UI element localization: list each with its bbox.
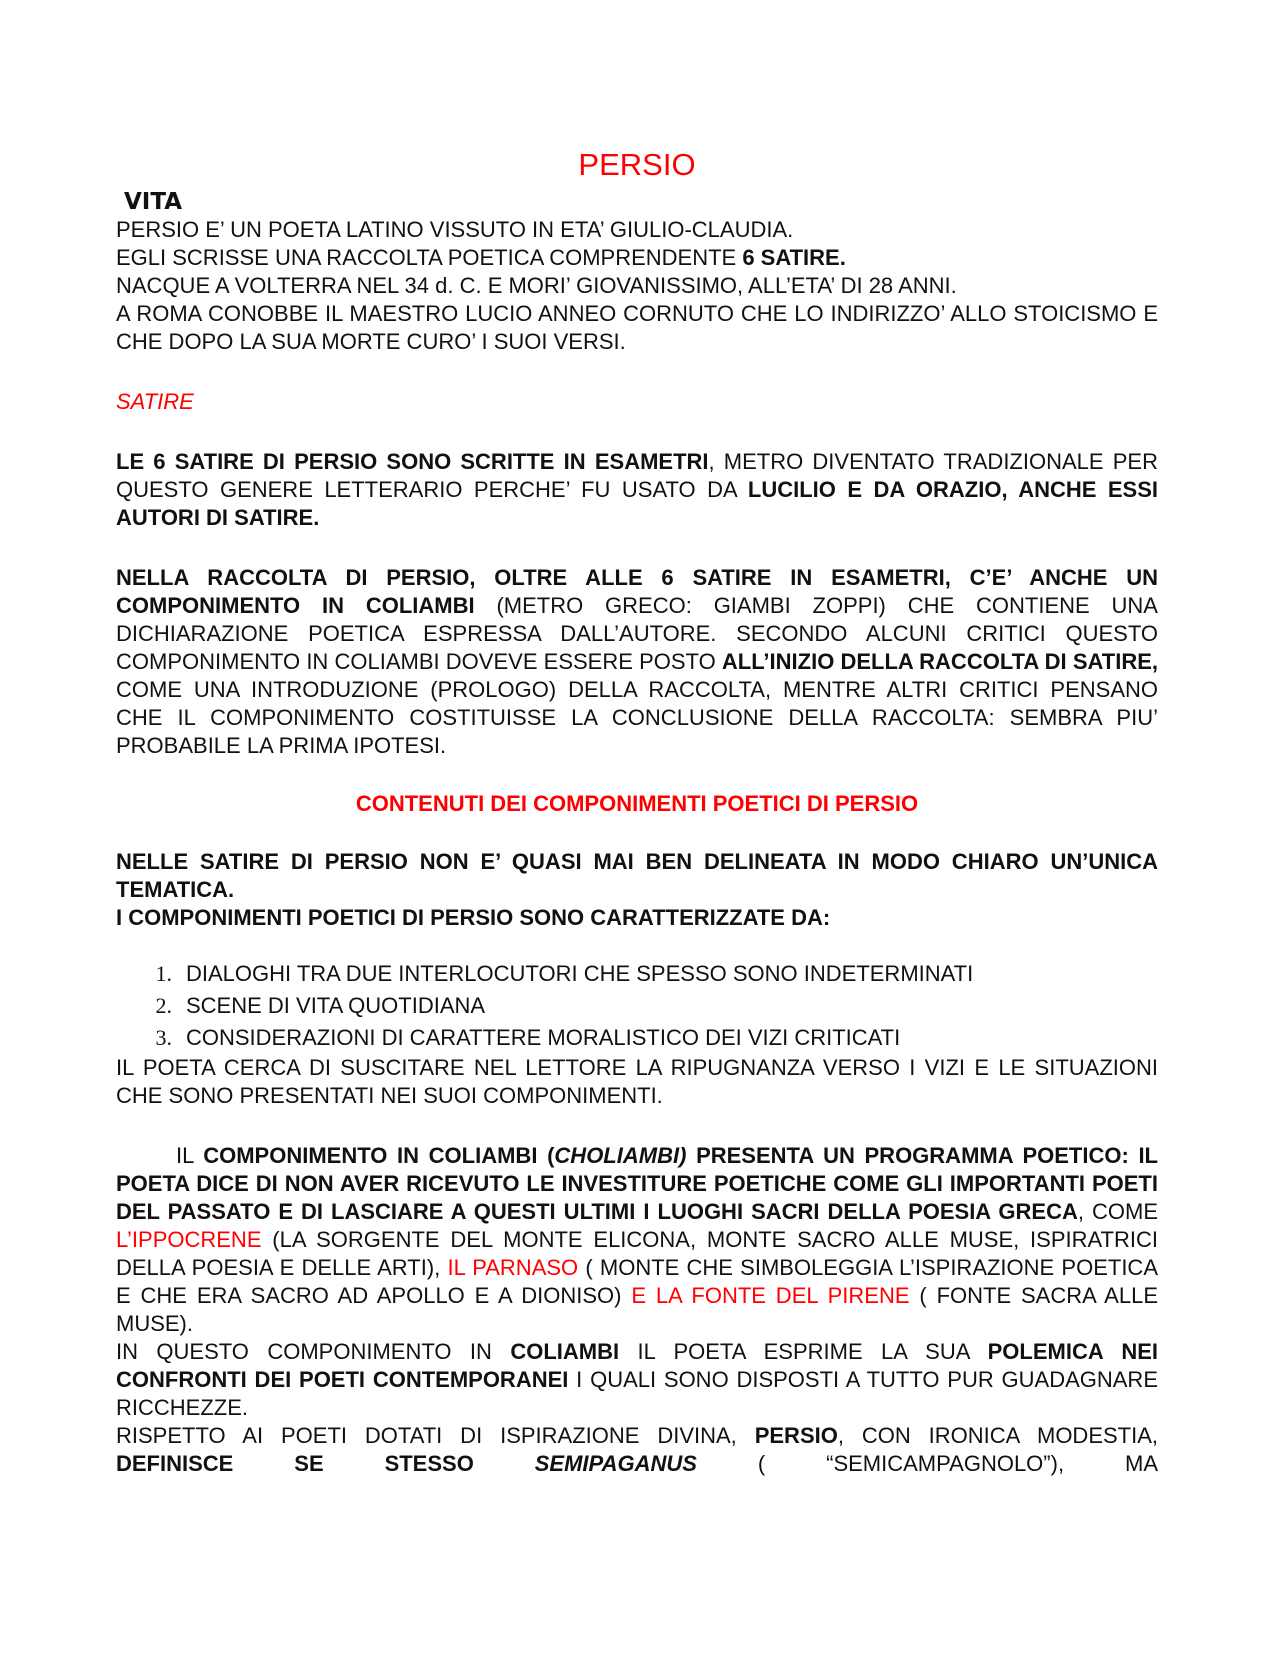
vita-heading: VITA — [124, 189, 183, 215]
vita-line: NACQUE A VOLTERRA NEL 34 d. C. E MORI’ GIOVANISSIMO, ALL’ETA’ DI 28 ANNI. — [116, 273, 957, 298]
list-item — [116, 990, 1158, 1022]
contenuti-intro: NELLE SATIRE DI PERSIO NON E’ QUASI MAI BEN DELINEATA IN MODO CHIARO UN’UNICA TEMATICA. — [116, 849, 1158, 902]
contenuti-heading: CONTENUTI DEI COMPONIMENTI POETICI DI PERSIO — [355, 791, 919, 816]
list-item — [116, 1022, 1158, 1054]
list-number: 3. — [155, 1025, 172, 1050]
document-title: PERSIO — [578, 147, 696, 182]
document-body — [116, 146, 1158, 1478]
coliambi-paragraph-3: RISPETTO AI POETI DOTATI DI ISPIRAZIONE DIVINA, PERSIO, CON IRONICA MODESTIA, DEFINISCE SE STESSO SEMIPAGANUS ( “SEMICAMPAGNOLO”), MA — [116, 1423, 1159, 1476]
vita-line: EGLI SCRISSE UNA RACCOLTA POETICA COMPRENDENTE 6 SATIRE. — [116, 245, 846, 270]
coliambi-paragraph-1: IL COMPONIMENTO IN COLIAMBI (CHOLIAMBI) PRESENTA UN PROGRAMMA POETICO: IL POETA DICE DI NON AVER RICEVUTO LE INVESTITURE POETICHE COME GLI IMPORTANTI POETI DEL PASSATO E DI LASCIARE A QUESTI ULTIMI I LUOGHI SACRI DELLA POESIA GRECA, COME L’IPPOCRENE (LA SORGENTE DEL MONTE ELICONA, MONTE SACRO ALLE MUSE, ISPIRATRICI DELLA POESIA E DELLE ARTI), IL PARNASO ( MONTE CHE SIMBOLEGGIA L’ISPIRAZIONE POETICA E CHE ERA SACRO AD APOLLO E A DIONISO) E LA FONTE DEL PIRENE ( FONTE SACRA ALLE MUSE). — [116, 1143, 1159, 1336]
list-number: 1. — [155, 961, 172, 986]
satire-heading: SATIRE — [116, 389, 194, 414]
list-item-text: SCENE DI VITA QUOTIDIANA — [186, 993, 486, 1018]
list-item-text: DIALOGHI TRA DUE INTERLOCUTORI CHE SPESSO SONO INDETERMINATI — [186, 961, 974, 986]
list-item — [116, 958, 1158, 990]
vita-line: A ROMA CONOBBE IL MAESTRO LUCIO ANNEO CORNUTO CHE LO INDIRIZZO’ ALLO STOICISMO E CHE DOPO LA SUA MORTE CURO’ I SUOI VERSI. — [116, 301, 1158, 354]
list-item-text: CONSIDERAZIONI DI CARATTERE MORALISTICO DEI VIZI CRITICATI — [186, 1025, 901, 1050]
contenuti-after-list: IL POETA CERCA DI SUSCITARE NEL LETTORE LA RIPUGNANZA VERSO I VIZI E LE SITUAZIONI CHE SONO PRESENTATI NEI SUOI COMPONIMENTI. — [116, 1055, 1158, 1108]
vita-line: PERSIO E’ UN POETA LATINO VISSUTO IN ETA’ GIULIO-CLAUDIA. — [116, 217, 794, 242]
contenuti-intro-2: I COMPONIMENTI POETICI DI PERSIO SONO CARATTERIZZATE DA: — [116, 905, 831, 930]
list-number: 2. — [155, 993, 172, 1018]
satire-paragraph-1: LE 6 SATIRE DI PERSIO SONO SCRITTE IN ESAMETRI, METRO DIVENTATO TRADIZIONALE PER QUESTO GENERE LETTERARIO PERCHE’ FU USATO DA LUCILIO E DA ORAZIO, ANCHE ESSI AUTORI DI SATIRE. — [116, 449, 1159, 530]
coliambi-paragraph-2: IN QUESTO COMPONIMENTO IN COLIAMBI IL POETA ESPRIME LA SUA POLEMICA NEI CONFRONTI DEI POETI CONTEMPORANEI I QUALI SONO DISPOSTI A TUTTO PUR GUADAGNARE RICCHEZZE. — [116, 1339, 1158, 1420]
satire-paragraph-2: NELLA RACCOLTA DI PERSIO, OLTRE ALLE 6 SATIRE IN ESAMETRI, C’E’ ANCHE UN COMPONIMENTO IN COLIAMBI (METRO GRECO: GIAMBI ZOPPI) CHE CONTIENE UNA DICHIARAZIONE POETICA ESPRESSA DALL’AUTORE. SECONDO ALCUNI CRITICI QUESTO COMPONIMENTO IN COLIAMBI DOVEVE ESSERE POSTO ALL’INIZIO DELLA RACCOLTA DI SATIRE, COME UNA INTRODUZIONE (PROLOGO) DELLA RACCOLTA, MENTRE ALTRI CRITICI PENSANO CHE IL COMPONIMENTO COSTITUISSE LA CONCLUSIONE DELLA RACCOLTA: SEMBRA PIU’ PROBABILE LA PRIMA IPOTESI. — [116, 565, 1158, 758]
characteristics-list — [116, 958, 1158, 1054]
